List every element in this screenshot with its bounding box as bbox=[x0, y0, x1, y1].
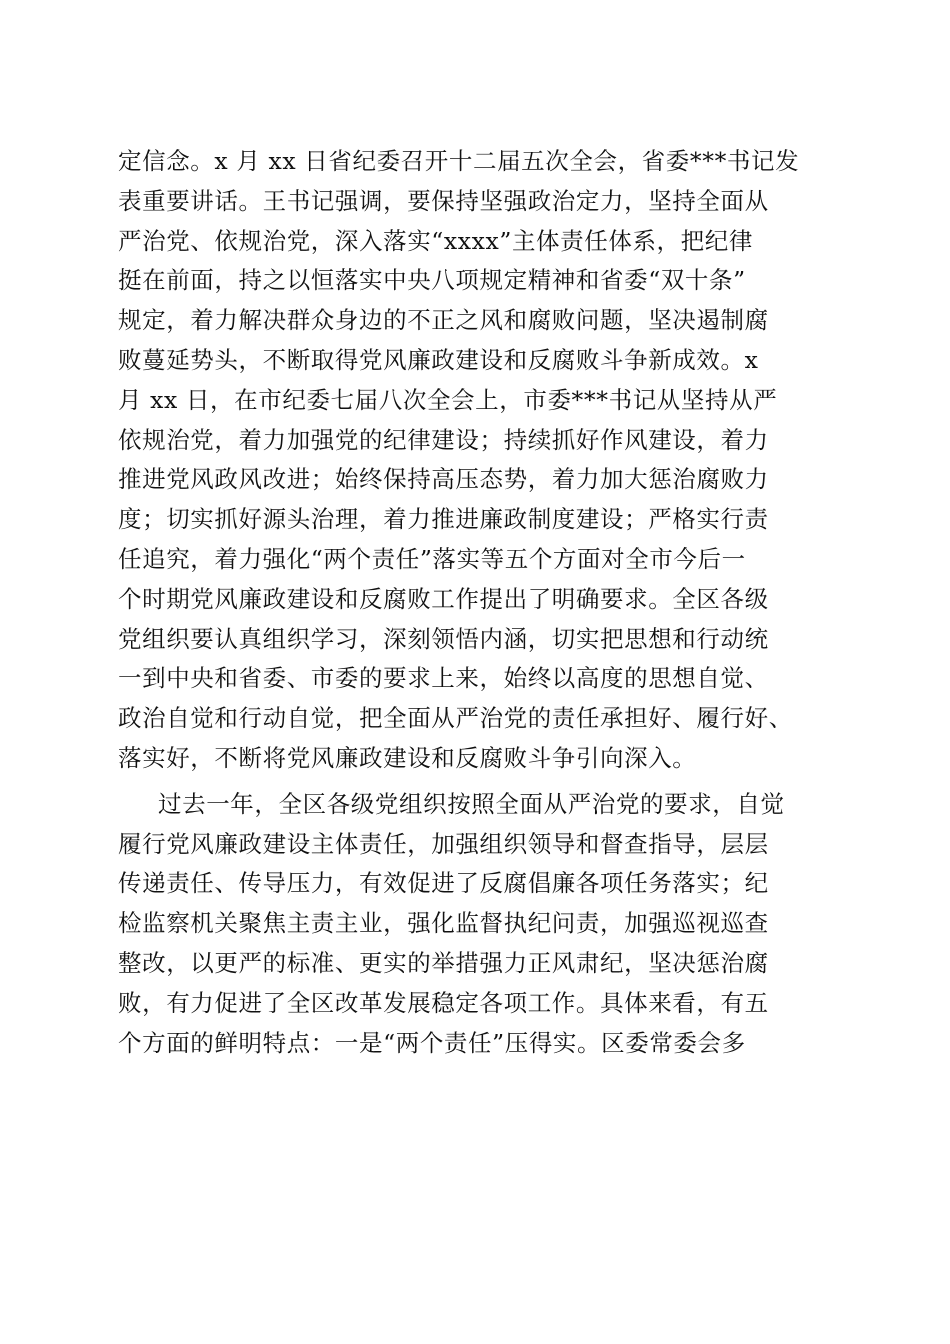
text-line: 定信念。x 月 xx 日省纪委召开十二届五次全会，省委***书记发 bbox=[118, 147, 800, 175]
text-line: 严治党、依规治党，深入落实“xxxx”主体责任体系，把纪律 bbox=[118, 226, 753, 255]
text-line: 传递责任、传导压力，有效促进了反腐倡廉各项任务落实；纪 bbox=[118, 869, 769, 898]
text-line: 挺在前面，持之以恒落实中央八项规定精神和省委“双十条” bbox=[118, 266, 746, 295]
text-line: 政治自觉和行动自觉，把全面从严治党的责任承担好、履行好、 bbox=[118, 704, 793, 733]
body-text bbox=[118, 142, 848, 1063]
text-line: 过去一年，全区各级党组织按照全面从严治党的要求，自觉 bbox=[158, 789, 785, 818]
text-line: 败，有力促进了全区改革发展稳定各项工作。具体来看，有五 bbox=[118, 988, 769, 1017]
text-line: 任追究，着力强化“两个责任”落实等五个方面对全市今后一 bbox=[118, 544, 746, 573]
text-line: 整改，以更严的标准、更实的举措强力正风肃纪，坚决惩治腐 bbox=[118, 948, 769, 977]
text-line: 表重要讲话。王书记强调，要保持坚强政治定力，坚持全面从 bbox=[118, 186, 769, 215]
text-line: 个方面的鲜明特点：一是“两个责任”压得实。区委常委会多 bbox=[118, 1028, 746, 1057]
text-line: 落实好，不断将党风廉政建设和反腐败斗争引向深入。 bbox=[118, 743, 697, 772]
text-line: 败蔓延势头，不断取得党风廉政建设和反腐败斗争新成效。x bbox=[118, 345, 759, 374]
text-line: 依规治党，着力加强党的纪律建设；持续抓好作风建设，着力 bbox=[118, 425, 769, 454]
text-line: 度；切实抓好源头治理，着力推进廉政制度建设；严格实行责 bbox=[118, 505, 769, 534]
text-line: 推进党风政风改进；始终保持高压态势，着力加大惩治腐败力 bbox=[118, 465, 769, 494]
text-line: 月 xx 日，在市纪委七届八次全会上，市委***书记从坚持从严 bbox=[118, 385, 778, 414]
text-line: 个时期党风廉政建设和反腐败工作提出了明确要求。全区各级 bbox=[118, 584, 769, 613]
text-line: 履行党风廉政建设主体责任，加强组织领导和督查指导，层层 bbox=[118, 829, 769, 858]
paragraph-2 bbox=[118, 785, 848, 1064]
text-line: 检监察机关聚焦主责主业，强化监督执纪问责，加强巡视巡查 bbox=[118, 909, 769, 938]
text-line: 党组织要认真组织学习，深刻领悟内涵，切实把思想和行动统 bbox=[118, 624, 769, 653]
text-line: 规定，着力解决群众身边的不正之风和腐败问题，坚决遏制腐 bbox=[118, 306, 769, 335]
paragraph-1 bbox=[118, 142, 848, 779]
text-line: 一到中央和省委、市委的要求上来，始终以高度的思想自觉、 bbox=[118, 664, 769, 693]
